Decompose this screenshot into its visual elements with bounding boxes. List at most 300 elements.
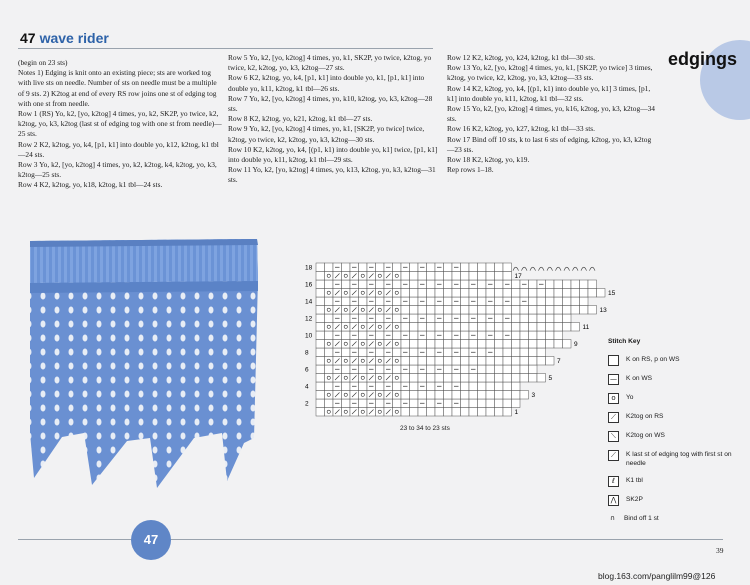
title-rule: [18, 48, 433, 49]
page-number: 39: [716, 546, 724, 555]
chart-cell: [503, 323, 512, 332]
chart-cell: [359, 348, 368, 357]
chart-cell: [520, 365, 529, 374]
chart-cell: [486, 340, 495, 349]
chart-cell: [393, 365, 402, 374]
chart-cell: [597, 289, 606, 298]
chart-cell: [461, 263, 470, 272]
chart-cell: [478, 272, 487, 281]
chart-cell: [342, 314, 351, 323]
chart-cell: [554, 306, 563, 315]
chart-cell: [316, 331, 325, 340]
chart-cell: [478, 306, 487, 315]
join-stitch-icon: ⟋: [608, 450, 619, 461]
chart-cell: [427, 365, 436, 374]
chart-cell: [393, 399, 402, 408]
chart-cell: [461, 348, 470, 357]
chart-cell: [469, 272, 478, 281]
chart-row-label-left: 14: [305, 298, 313, 306]
chart-cell: [486, 365, 495, 374]
chart-cell: [393, 289, 402, 298]
chart-row-label-right: 13: [599, 306, 607, 314]
chart-cell: [410, 365, 419, 374]
chart-cell: [342, 263, 351, 272]
chart-cell: [495, 297, 504, 306]
chart-cell: [418, 323, 427, 332]
chart-row-label-right: 17: [514, 272, 522, 280]
chart-cell: [495, 306, 504, 315]
chart-cell: [563, 340, 572, 349]
chart-cell: [410, 399, 419, 408]
chart-cell: [495, 382, 504, 391]
chart-cell: [486, 374, 495, 383]
chart-cell: [495, 272, 504, 281]
chart-cell: [571, 297, 580, 306]
chart-cell: [554, 314, 563, 323]
chart-cell: [342, 408, 351, 417]
chart-cell: [325, 365, 334, 374]
chart-cell: [452, 306, 461, 315]
chart-cell: [588, 280, 597, 289]
chart-cell: [478, 399, 487, 408]
chart-cell: [478, 340, 487, 349]
chart-cell: [393, 348, 402, 357]
chart-cell: [529, 365, 538, 374]
chart-cell: [529, 323, 538, 332]
chart-cell: [546, 340, 555, 349]
chart-cell: [342, 331, 351, 340]
chart-cell: [478, 289, 487, 298]
chart-cell: [537, 314, 546, 323]
chart-cell: [427, 348, 436, 357]
instruction-line: Row 10 K2, k2tog, yo, k4, [(p1, k1) into double yo, k1] twice, [p1, k1] into double yo, k11, k2tog, k1 tbl—29 sts.: [228, 144, 438, 165]
chart-row-label-left: 16: [305, 281, 313, 289]
yarn-over-icon: o: [608, 393, 619, 404]
chart-row-label-right: 15: [608, 289, 616, 297]
chart-cell: [444, 331, 453, 340]
chart-cell: [478, 382, 487, 391]
chart-cell: [495, 340, 504, 349]
k1-tbl-icon: ℓ: [608, 476, 619, 487]
section-title: edgings: [668, 49, 738, 69]
chart-cell: [376, 297, 385, 306]
chart-cell: [401, 306, 410, 315]
chart-cell: [452, 391, 461, 400]
chart-cell: [537, 331, 546, 340]
chart-cell: [486, 357, 495, 366]
chart-cell: [418, 340, 427, 349]
chart-cell: [512, 297, 521, 306]
chart-cell: [393, 391, 402, 400]
chart-cell: [529, 331, 538, 340]
chart-cell: [478, 263, 487, 272]
chart-cell: [316, 272, 325, 281]
chart-cell: [342, 382, 351, 391]
chart-cell: [444, 357, 453, 366]
chart-cell: [512, 357, 521, 366]
instruction-line: Row 8 K2, k2tog, yo, k21, k2tog, k1 tbl—27 sts.: [228, 114, 373, 124]
chart-cell: [469, 391, 478, 400]
chart-row-label-left: 8: [305, 349, 309, 357]
chart-cell: [316, 391, 325, 400]
chart-cell: [546, 357, 555, 366]
chart-cell: [469, 340, 478, 349]
chart-cell: [537, 340, 546, 349]
stitch-key-item: [608, 374, 738, 385]
chart-cell: [529, 280, 538, 289]
chart-cell: [359, 272, 368, 281]
chart-cell: [512, 382, 521, 391]
chart-cell: [444, 272, 453, 281]
chart-cell: [554, 340, 563, 349]
chart-row-label-right: 5: [548, 374, 553, 382]
chart-cell: [554, 280, 563, 289]
chart-cell: [359, 408, 368, 417]
chart-cell: [393, 331, 402, 340]
chart-cell: [529, 374, 538, 383]
chart-row-label-right: 7: [557, 357, 561, 365]
chart-cell: [401, 408, 410, 417]
stitch-key-item: [608, 450, 738, 468]
chart-cell: [435, 408, 444, 417]
instruction-line: Row 1 (RS) Yo, k2, [yo, k2tog] 4 times, yo, k2, SK2P, yo twice, k2, k2tog, yo, k3, k2tog (last st of edging tog with one st from needle)—25 sts.: [18, 109, 222, 139]
chart-cell: [444, 365, 453, 374]
instruction-line: Row 4 K2, k2tog, yo, k18, k2tog, k1 tbl—24 sts.: [18, 180, 163, 190]
chart-cell: [342, 297, 351, 306]
bind-off-arc: [556, 267, 562, 271]
chart-cell: [359, 314, 368, 323]
chart-cell: [495, 348, 504, 357]
chart-cell: [486, 289, 495, 298]
chart-cell: [520, 331, 529, 340]
chart-cell: [452, 374, 461, 383]
pattern-name: wave rider: [39, 30, 109, 46]
chart-cell: [486, 323, 495, 332]
chart-cell: [486, 272, 495, 281]
chart-cell: [444, 263, 453, 272]
chart-cell: [427, 280, 436, 289]
chart-cell: [444, 382, 453, 391]
chart-cell: [401, 272, 410, 281]
chart-cell: [512, 289, 521, 298]
instruction-line: Row 12 K2, k2tog, yo, k24, k2tog, k1 tbl—30 sts.: [447, 53, 596, 62]
chart-cell: [469, 323, 478, 332]
chart-cell: [376, 340, 385, 349]
chart-cell: [359, 331, 368, 340]
chart-cell: [512, 314, 521, 323]
chart-cell: [316, 374, 325, 383]
chart-cell: [316, 357, 325, 366]
chart-cell: [563, 297, 572, 306]
instruction-line: Row 2 K2, k2tog, yo, k4, [p1, k1] into double yo, k12, k2tog, k1 tbl—24 sts.: [18, 139, 219, 159]
bind-off-arc: [522, 267, 528, 271]
chart-cell: [478, 331, 487, 340]
chart-cell: [461, 374, 470, 383]
instruction-line: Row 13 Yo, k2, [yo, k2tog] 4 times, yo, k1, [SK2P, yo twice] 3 times, k2tog, yo twice, k2, k2tog, yo, k3, k2tog—33 sts.: [447, 63, 653, 83]
sk2p-icon: ⋀: [608, 495, 619, 506]
chart-cell: [376, 306, 385, 315]
chart-cell: [427, 391, 436, 400]
chart-cell: [376, 391, 385, 400]
chart-cell: [503, 357, 512, 366]
chart-cell: [546, 331, 555, 340]
chart-cell: [325, 263, 334, 272]
chart-cell: [342, 374, 351, 383]
bind-off-arc: [573, 267, 579, 271]
stitch-key-label: Yo: [626, 394, 634, 401]
chart-cell: [503, 399, 512, 408]
instruction-line: Row 15 Yo, k2, [yo, k2tog] 4 times, yo, k16, k2tog, yo, k3, k2tog—34 sts.: [447, 104, 655, 124]
chart-cell: [316, 340, 325, 349]
chart-cell: [546, 306, 555, 315]
chart-cell: [495, 263, 504, 272]
chart-cell: [512, 374, 521, 383]
chart-cell: [393, 314, 402, 323]
chart-cell: [444, 374, 453, 383]
chart-cell: [588, 289, 597, 298]
chart-cell: [325, 306, 334, 315]
chart-cell: [376, 280, 385, 289]
chart-cell: [469, 382, 478, 391]
chart-cell: [461, 408, 470, 417]
chart-cell: [495, 408, 504, 417]
chart-cell: [461, 365, 470, 374]
chart-cell: [325, 357, 334, 366]
bind-off-arc: [539, 267, 545, 271]
chart-cell: [342, 340, 351, 349]
chart-cell: [503, 306, 512, 315]
chart-cell: [495, 331, 504, 340]
chart-cell: [563, 314, 572, 323]
chart-cell: [546, 280, 555, 289]
chart-cell: [376, 263, 385, 272]
chart-cell: [325, 348, 334, 357]
chart-cell: [435, 306, 444, 315]
chart-cell: [342, 272, 351, 281]
chart-cell: [359, 374, 368, 383]
stitch-key-label: K2tog on WS: [626, 432, 665, 439]
chart-cell: [554, 297, 563, 306]
chart-cell: [495, 365, 504, 374]
chart-cell: [529, 297, 538, 306]
chart-cell: [537, 348, 546, 357]
chart-cell: [444, 348, 453, 357]
chart-cell: [444, 306, 453, 315]
bind-off-icon: ∩: [609, 514, 616, 522]
chart-cell: [512, 391, 521, 400]
chart-cell: [444, 323, 453, 332]
chart-cell: [478, 374, 487, 383]
chart-cell: [503, 272, 512, 281]
chart-cell: [554, 331, 563, 340]
k2tog-ws-icon: ⟍: [608, 431, 619, 442]
chart-cell: [316, 289, 325, 298]
bind-off-arc: [530, 267, 536, 271]
chart-cell: [401, 340, 410, 349]
chart-cell: [469, 289, 478, 298]
chart-cell: [520, 289, 529, 298]
chart-cell: [520, 306, 529, 315]
chart-cell: [418, 374, 427, 383]
chart-cell: [401, 391, 410, 400]
chart-cell: [503, 382, 512, 391]
chart-cell: [546, 297, 555, 306]
chart-cell: [512, 348, 521, 357]
bind-off-arc: [564, 267, 570, 271]
chart-cell: [418, 391, 427, 400]
chart-cell: [359, 357, 368, 366]
chart-cell: [359, 323, 368, 332]
chart-cell: [427, 408, 436, 417]
chart-cell: [359, 391, 368, 400]
chart-cell: [478, 365, 487, 374]
chart-cell: [342, 289, 351, 298]
chart-cell: [571, 280, 580, 289]
chart-cell: [427, 272, 436, 281]
chart-cell: [588, 306, 597, 315]
chart-cell: [529, 357, 538, 366]
chart-cell: [563, 306, 572, 315]
knitting-chart: [304, 258, 624, 438]
chart-cell: [478, 391, 487, 400]
chart-cell: [427, 323, 436, 332]
instruction-line: Notes 1) Edging is knit onto an existing piece; sts are worked tog with live sts on needle. Number of sts on needle must be a multiple of 9 sts. 2) K2tog at end of every RS row joins one st of edging tog with one st from needle.: [18, 68, 217, 108]
chart-cell: [410, 297, 419, 306]
chart-cell: [529, 340, 538, 349]
chart-cell: [478, 314, 487, 323]
chart-cell: [486, 263, 495, 272]
k2tog-rs-icon: ⟋: [608, 412, 619, 423]
chart-cell: [325, 382, 334, 391]
chart-cell: [325, 323, 334, 332]
chart-cell: [316, 399, 325, 408]
chart-cell: [537, 374, 546, 383]
chart-cell: [537, 306, 546, 315]
chart-cell: [401, 323, 410, 332]
chart-cell: [376, 314, 385, 323]
chart-cell: [342, 323, 351, 332]
chart-cell: [520, 357, 529, 366]
stitch-key-label: K on RS, p on WS: [626, 356, 680, 363]
chart-cell: [461, 323, 470, 332]
chart-cell: [486, 399, 495, 408]
chart-cell: [418, 306, 427, 315]
stitch-key-item: [608, 355, 738, 366]
chart-cell: [529, 289, 538, 298]
stitch-key-label: K1 tbl: [626, 477, 643, 484]
chart-cell: [554, 323, 563, 332]
chart-cell: [520, 348, 529, 357]
chart-cell: [376, 365, 385, 374]
chart-row-label-left: 4: [305, 383, 309, 391]
instruction-line: Rep rows 1–18.: [447, 165, 494, 175]
chart-cell: [401, 289, 410, 298]
chart-cell: [427, 357, 436, 366]
stitch-key-label: K on WS: [626, 375, 653, 382]
chart-cell: [469, 399, 478, 408]
chart-cell: [410, 391, 419, 400]
knit-stitch-icon: [608, 355, 619, 366]
chart-cell: [452, 323, 461, 332]
chart-cell: [418, 272, 427, 281]
instruction-line: Row 5 Yo, k2, [yo, k2tog] 4 times, yo, k1, SK2P, yo twice, k2tog, yo twice, k2, k2tog, yo, k3, k2tog—27 sts.: [228, 53, 432, 73]
chart-cell: [495, 357, 504, 366]
chart-cell: [478, 297, 487, 306]
chart-cell: [461, 382, 470, 391]
chart-cell: [342, 391, 351, 400]
chart-cell: [376, 331, 385, 340]
chart-cell: [410, 382, 419, 391]
chart-cell: [316, 348, 325, 357]
chart-cell: [469, 408, 478, 417]
chart-cell: [486, 391, 495, 400]
chart-cell: [546, 314, 555, 323]
chart-cell: [512, 323, 521, 332]
chart-cell: [316, 297, 325, 306]
chart-cell: [503, 348, 512, 357]
chart-cell: [427, 399, 436, 408]
chart-cell: [418, 408, 427, 417]
chart-cell: [461, 314, 470, 323]
chart-cell: [325, 314, 334, 323]
chart-cell: [520, 323, 529, 332]
chart-cell: [452, 289, 461, 298]
chart-cell: [537, 289, 546, 298]
chart-cell: [571, 289, 580, 298]
chart-cell: [461, 399, 470, 408]
chart-cell: [376, 272, 385, 281]
chart-cell: [427, 306, 436, 315]
pattern-number: 47: [20, 30, 36, 46]
chart-cell: [376, 382, 385, 391]
chart-cell: [503, 365, 512, 374]
chart-cell: [435, 391, 444, 400]
chart-cell: [512, 280, 521, 289]
chart-cell: [563, 323, 572, 332]
instruction-line: Row 6 K2, k2tog, yo, k4, [p1, k1] into double yo, k1, [p1, k1] into double yo, k11, k2tog, k1 tbl—26 sts.: [228, 73, 425, 93]
chart-cell: [520, 314, 529, 323]
chart-cell: [342, 280, 351, 289]
chart-cell: [503, 340, 512, 349]
chart-cell: [359, 289, 368, 298]
chart-cell: [580, 297, 589, 306]
chart-cell: [435, 323, 444, 332]
chart-cell: [418, 357, 427, 366]
chart-cell: [393, 357, 402, 366]
chart-cell: [495, 374, 504, 383]
stitch-key-label: SK2P: [626, 496, 643, 503]
chart-cell: [452, 408, 461, 417]
chart-cell: [359, 382, 368, 391]
chart-cell: [427, 297, 436, 306]
chart-cell: [316, 263, 325, 272]
chart-cell: [325, 297, 334, 306]
chart-cell: [512, 331, 521, 340]
chart-cell: [359, 340, 368, 349]
stitch-key-label: K last st of edging tog with first st on needle: [626, 451, 732, 467]
chart-cell: [325, 408, 334, 417]
chart-cell: [503, 408, 512, 417]
chart-cell: [410, 408, 419, 417]
chart-cell: [376, 348, 385, 357]
chart-cell: [316, 408, 325, 417]
chart-cell: [461, 331, 470, 340]
chart-cell: [512, 399, 521, 408]
chart-cell: [537, 357, 546, 366]
chart-cell: [325, 272, 334, 281]
stitch-key-item: [608, 514, 738, 523]
chart-cell: [325, 391, 334, 400]
